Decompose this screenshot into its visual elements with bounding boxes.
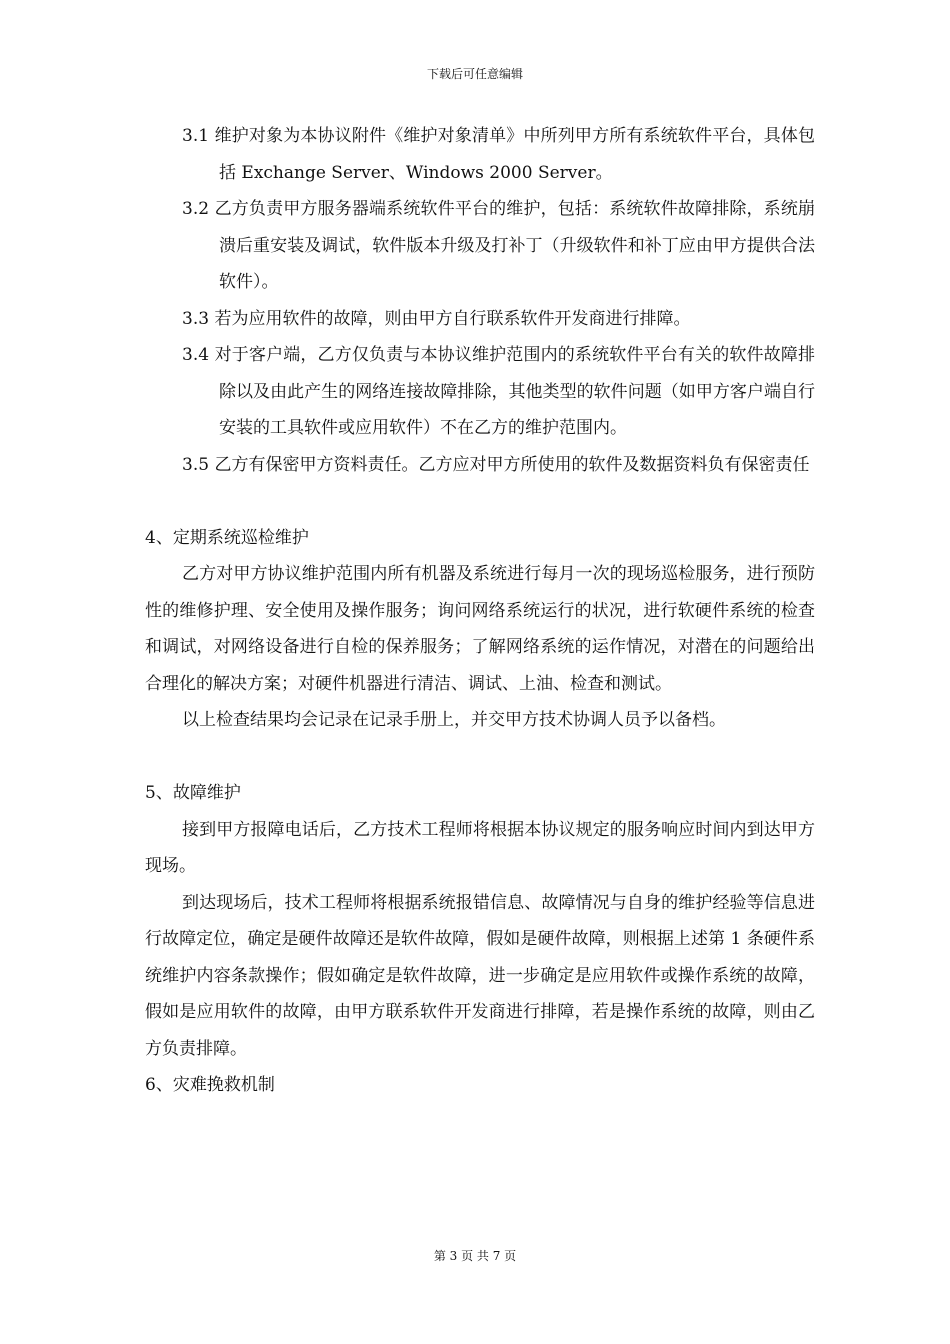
section-4-paragraph: 以上检查结果均会记录在记录手册上，并交甲方技术协调人员予以备档。 <box>182 710 726 730</box>
section-5-paragraph: 接到甲方报障电话后，乙方技术工程师将根据本协议规定的服务响应时间内到达甲方现场。 <box>145 819 815 876</box>
clause-3-2: 3.2 乙方负责甲方服务器端系统软件平台的维护，包括：系统软件故障排除，系统崩溃后重安装及调试，软件版本升级及打补丁（升级软件和补丁应由甲方提供合法软件）。 <box>182 199 815 292</box>
page-header: 下载后可任意编辑 <box>426 67 523 81</box>
clause-3-3: 3.3 若为应用软件的故障，则由甲方自行联系软件开发商进行排障。 <box>182 308 691 329</box>
section-5-heading: 5、故障维护 <box>145 783 241 803</box>
section-4-paragraph: 乙方对甲方协议维护范围内所有机器及系统进行每月一次的现场巡检服务，进行预防性的维修护理、安全使用及操作服务；询问网络系统运行的状况，进行软硬件系统的检查和调试，对网络设备进行自检的保养服务；了解网络系统的运作情况，对潜在的问题给出合理化的解决方案；对硬件机器进行清洁、调试、上油、检查和测试。 <box>145 564 815 694</box>
section-5-paragraph: 到达现场后，技术工程师将根据系统报错信息、故障情况与自身的维护经验等信息进行故障定位，确定是硬件故障还是软件故障，假如是硬件故障，则根据上述第 1 条硬件系统维护内容条款操作；假如确定是软件故障，进一步确定是应用软件或操作系统的故障，假如是应用软件的故障，由甲方联系软件开发商进行排障，若是操作系统的故障，则由乙方负责排障。 <box>145 892 815 1059</box>
blank-line <box>145 739 815 776</box>
document-body <box>145 118 815 1104</box>
clause-3-1: 3.1 维护对象为本协议附件《维护对象清单》中所列甲方所有系统软件平台，具体包括 Exchange Server、Windows 2000 Server。 <box>182 126 815 183</box>
clause-3-5: 3.5 乙方有保密甲方资料责任。乙方应对甲方所使用的软件及数据资料负有保密责任 <box>182 454 810 475</box>
section-6-heading: 6、灾难挽救机制 <box>145 1075 275 1095</box>
section-4-heading: 4、定期系统巡检维护 <box>145 527 309 548</box>
clause-3-4: 3.4 对于客户端，乙方仅负责与本协议维护范围内的系统软件平台有关的软件故障排除以及由此产生的网络连接故障排除，其他类型的软件问题（如甲方客户端自行安装的工具软件或应用软件）不在乙方的维护范围内。 <box>182 345 815 438</box>
page-footer: 第 3 页 共 7 页 <box>433 1249 517 1263</box>
